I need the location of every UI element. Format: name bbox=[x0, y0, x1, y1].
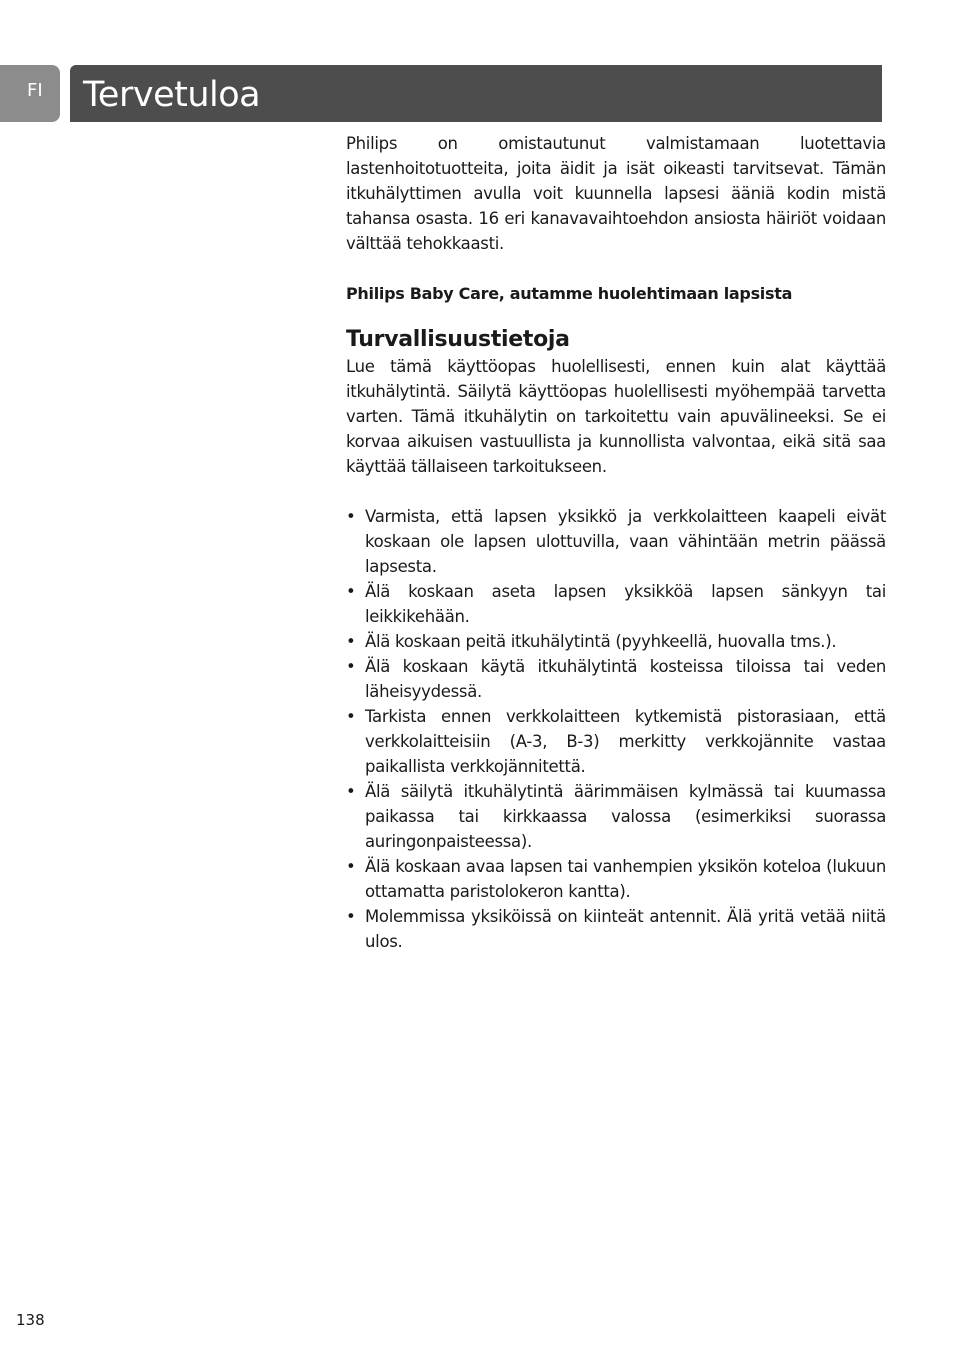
bullet: • bbox=[346, 857, 356, 876]
slogan: Philips Baby Care, autamme huolehtimaan lapsista bbox=[346, 284, 793, 303]
list-item bbox=[346, 779, 886, 854]
list-item bbox=[346, 904, 886, 954]
list-item bbox=[346, 854, 886, 904]
list-item-text: Älä koskaan käytä itkuhälytintä kosteissa tiloissa tai veden läheisyydessä. bbox=[365, 657, 886, 701]
title-bar bbox=[70, 65, 882, 122]
language-code: FI bbox=[27, 80, 43, 101]
list-item-text: Molemmissa yksiköissä on kiinteät antennit. Älä yritä vetää niitä ulos. bbox=[365, 907, 886, 951]
safety-paragraph: Lue tämä käyttöopas huolellisesti, ennen kuin alat käyttää itkuhälytintä. Säilytä käyttöopas huolellisesti myöhempää tarvetta varten. Tämä itkuhälytin on tarkoitettu vain apuvälineeksi. Se ei korvaa aikuisen vastuullista ja kunnollista valvontaa, eikä sitä saa käyttää tällaiseen tarkoitukseen. bbox=[346, 357, 886, 476]
bullet: • bbox=[346, 582, 356, 601]
bullet: • bbox=[346, 632, 356, 651]
list-item bbox=[346, 579, 886, 629]
language-tab bbox=[0, 65, 60, 122]
list-item-text: Varmista, että lapsen yksikkö ja verkkolaitteen kaapeli eivät koskaan ole lapsen ulottuvilla, vaan vähintään metrin päässä lapsesta. bbox=[365, 507, 886, 576]
list-item-text: Älä koskaan aseta lapsen yksikköä lapsen sänkyyn tai leikkikehään. bbox=[365, 582, 886, 626]
list-item bbox=[346, 654, 886, 704]
main-content bbox=[346, 131, 886, 954]
page-number: 138 bbox=[16, 1311, 45, 1329]
intro-paragraph: Philips on omistautunut valmistamaan luotettavia lastenhoitotuotteita, joita äidit ja isät oikeasti tarvitsevat. Tämän itkuhälyttimen avulla voit kuunnella lapsesi ääniä kodin mistä tahansa osasta. 16 eri kanavavaihtoehdon ansiosta häiriöt voidaan välttää tehokkaasti. bbox=[346, 134, 886, 253]
bullet: • bbox=[346, 657, 356, 676]
list-item-text: Tarkista ennen verkkolaitteen kytkemistä pistorasiaan, että verkkolaitteisiin (A-3, B-3) merkitty verkkojännite vastaa paikallista verkkojännitettä. bbox=[365, 707, 886, 776]
bullet: • bbox=[346, 707, 356, 726]
list-item bbox=[346, 704, 886, 779]
safety-heading: Turvallisuustietoja bbox=[346, 327, 570, 352]
bullet: • bbox=[346, 782, 356, 801]
list-item-text: Älä koskaan avaa lapsen tai vanhempien yksikön koteloa (lukuun ottamatta paristolokeron kantta). bbox=[365, 857, 886, 901]
list-item-text: Älä säilytä itkuhälytintä äärimmäisen kylmässä tai kuumassa paikassa tai kirkkaassa valossa (esimerkiksi suorassa auringonpaisteessa). bbox=[365, 782, 886, 851]
list-item bbox=[346, 629, 886, 654]
bullet: • bbox=[346, 907, 356, 926]
page-title: Tervetuloa bbox=[83, 75, 261, 115]
list-item bbox=[346, 504, 886, 579]
bullet: • bbox=[346, 507, 356, 526]
list-item-text: Älä koskaan peitä itkuhälytintä (pyyhkeellä, huovalla tms.). bbox=[365, 632, 837, 651]
safety-list bbox=[346, 504, 886, 954]
